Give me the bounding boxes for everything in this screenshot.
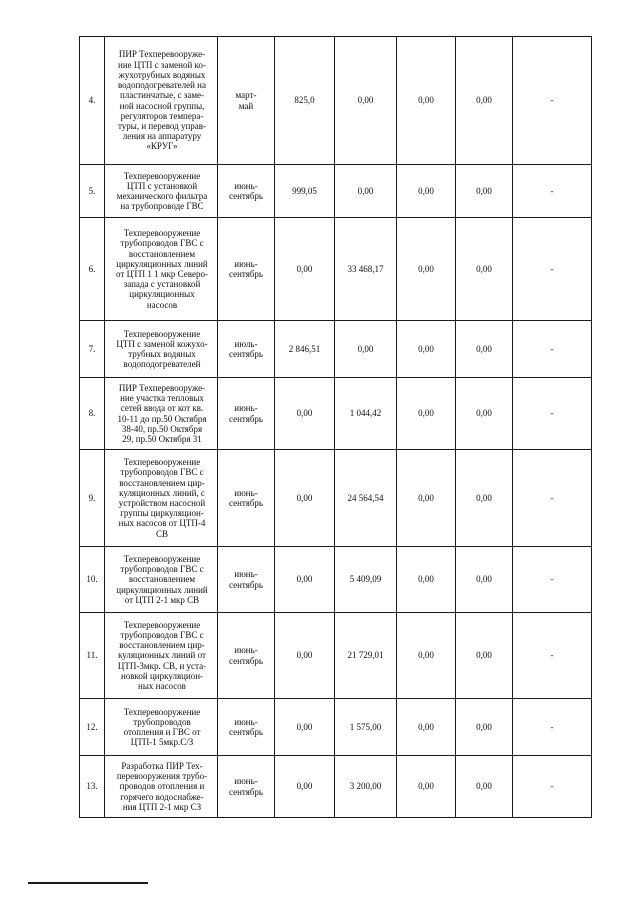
value-cell: 0,00 [456, 321, 513, 378]
work-description: Техперевооружение трубопроводов ГВС с восстановлением цир- куляционных линий, с устройством насосной группы циркуляцион- ных насосов от ЦТП-4 СВ [105, 450, 218, 547]
value-cell: 0,00 [397, 547, 456, 613]
table-row [80, 378, 592, 450]
value-cell: 0,00 [456, 378, 513, 450]
value-cell: - [513, 321, 592, 378]
value-cell: 1 575,00 [335, 699, 397, 756]
value-cell: - [513, 165, 592, 218]
value-cell: - [513, 756, 592, 818]
value-cell: 0,00 [456, 547, 513, 613]
value-cell: 0,00 [275, 450, 335, 547]
row-number: 12. [80, 699, 105, 756]
value-cell: - [513, 613, 592, 699]
value-cell: 0,00 [275, 547, 335, 613]
period: июнь- сентябрь [218, 218, 275, 321]
period: июнь- сентябрь [218, 165, 275, 218]
value-cell: - [513, 450, 592, 547]
table-row [80, 218, 592, 321]
period: июль- сентябрь [218, 321, 275, 378]
period: июнь- сентябрь [218, 547, 275, 613]
value-cell: 0,00 [335, 37, 397, 165]
value-cell: - [513, 699, 592, 756]
period: июнь- сентябрь [218, 756, 275, 818]
value-cell: - [513, 378, 592, 450]
value-cell: 0,00 [397, 699, 456, 756]
value-cell: 0,00 [397, 378, 456, 450]
work-description: Разработка ПИР Тех- перевооружения трубо- проводов отопления и горячего водоснабже- ния ЦТП 2-1 мкр СЗ [105, 756, 218, 818]
value-cell: 0,00 [335, 165, 397, 218]
table-row [80, 613, 592, 699]
period: июнь- сентябрь [218, 378, 275, 450]
value-cell: 0,00 [335, 321, 397, 378]
work-description: Техперевооружение трубопроводов ГВС с восстановлением цир- куляционных линий от ЦТП-3мкр. СВ, и уста- новкой циркуляцион- ных насосов [105, 613, 218, 699]
table-row [80, 547, 592, 613]
value-cell: 0,00 [456, 218, 513, 321]
work-description: Техперевооружение трубопроводов ГВС с восстановлением циркуляционных линий от ЦТП 1 1 мкр Северо- запада с установкой циркуляционных насосов [105, 218, 218, 321]
period: март- май [218, 37, 275, 165]
work-description: Техперевооружение ЦТП с установкой механического фильтра на трубопроводе ГВС [105, 165, 218, 218]
value-cell: 21 729,01 [335, 613, 397, 699]
footnote-rule [28, 882, 148, 884]
value-cell: 0,00 [456, 450, 513, 547]
value-cell: 0,00 [275, 756, 335, 818]
value-cell: 0,00 [456, 699, 513, 756]
row-number: 7. [80, 321, 105, 378]
table-row [80, 756, 592, 818]
work-description: Техперевооружение трубопроводов отопления и ГВС от ЦТП-1 5мкр.С/З [105, 699, 218, 756]
works-table [79, 36, 592, 818]
value-cell: 0,00 [397, 756, 456, 818]
row-number: 11. [80, 613, 105, 699]
row-number: 5. [80, 165, 105, 218]
table-row [80, 699, 592, 756]
value-cell: 0,00 [397, 450, 456, 547]
row-number: 6. [80, 218, 105, 321]
value-cell: 999,05 [275, 165, 335, 218]
value-cell: 0,00 [456, 37, 513, 165]
value-cell: - [513, 218, 592, 321]
value-cell: 825,0 [275, 37, 335, 165]
value-cell: 5 409,09 [335, 547, 397, 613]
value-cell: 0,00 [275, 613, 335, 699]
value-cell: - [513, 37, 592, 165]
value-cell: 0,00 [275, 218, 335, 321]
value-cell: 2 846,51 [275, 321, 335, 378]
row-number: 13. [80, 756, 105, 818]
table-row [80, 165, 592, 218]
value-cell: 24 564,54 [335, 450, 397, 547]
work-description: ПИР Техперевооруже- ние участка тепловых сетей ввода от кот кв. 10-11 до пр.50 Октября 38-40, пр.50 Октября 29, пр.50 Октября 31 [105, 378, 218, 450]
value-cell: - [513, 547, 592, 613]
value-cell: 0,00 [275, 378, 335, 450]
value-cell: 0,00 [456, 756, 513, 818]
row-number: 4. [80, 37, 105, 165]
value-cell: 0,00 [397, 37, 456, 165]
period: июнь- сентябрь [218, 699, 275, 756]
row-number: 10. [80, 547, 105, 613]
value-cell: 33 468,17 [335, 218, 397, 321]
value-cell: 0,00 [397, 613, 456, 699]
period: июнь- сентябрь [218, 613, 275, 699]
value-cell: 0,00 [397, 165, 456, 218]
value-cell: 0,00 [275, 699, 335, 756]
period: июнь- сентябрь [218, 450, 275, 547]
value-cell: 0,00 [397, 321, 456, 378]
value-cell: 3 200,00 [335, 756, 397, 818]
value-cell: 1 044,42 [335, 378, 397, 450]
row-number: 9. [80, 450, 105, 547]
value-cell: 0,00 [456, 613, 513, 699]
work-description: ПИР Техперевооруже- ние ЦТП с заменой ко- жухотрубных водяных водоподогревателей на пластинчатые, с заме- ной насосной группы, регуляторов темпера- туры, и перевод управ- ления на аппаратуру «КРУГ» [105, 37, 218, 165]
table-row [80, 321, 592, 378]
work-description: Техперевооружение трубопроводов ГВС с восстановлением циркуляционных линий от ЦТП 2-1 мкр СВ [105, 547, 218, 613]
row-number: 8. [80, 378, 105, 450]
table-row [80, 450, 592, 547]
work-description: Техперевооружение ЦТП с заменой кожухо- трубных водяных водоподогревателей [105, 321, 218, 378]
table-row [80, 37, 592, 165]
value-cell: 0,00 [456, 165, 513, 218]
value-cell: 0,00 [397, 218, 456, 321]
